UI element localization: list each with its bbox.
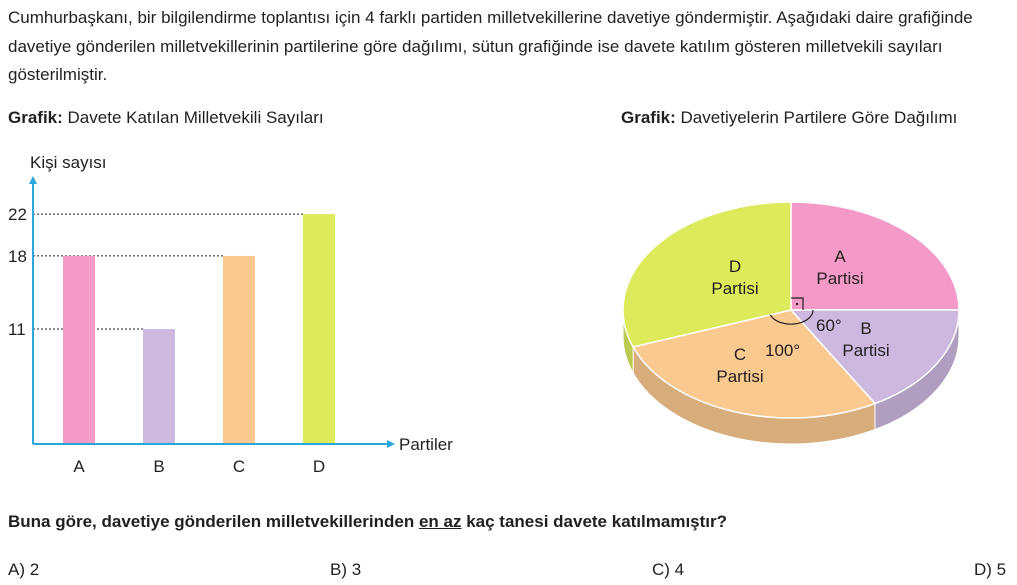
option-d[interactable]: D) 5 [974, 560, 1007, 579]
pie-label-b-word: Partisi [842, 341, 890, 360]
y-tick-label-11: 11 [8, 320, 26, 340]
y-axis-title: Kişi sayısı [30, 153, 107, 172]
y-tick-label-22: 22 [8, 205, 27, 225]
option-c[interactable]: C) 4 [652, 560, 685, 579]
question-part2: kaç tanesi davete katılmamıştır? [461, 512, 728, 531]
pie-chart-title-prefix: Grafik: [621, 108, 676, 127]
pie-label-c-word: Partisi [716, 367, 764, 386]
pie-label-c-letter: C [733, 345, 747, 364]
option-b[interactable]: B) 3 [330, 560, 362, 579]
x-axis-title: Partiler [399, 435, 453, 454]
pie-label-a-word: Partisi [816, 269, 864, 288]
x-tick-label-d: D [312, 457, 326, 476]
pie-label-a-letter: A [834, 247, 846, 266]
pie-label-d-word: Partisi [711, 279, 759, 298]
angle-label-100: 100° [765, 341, 801, 360]
question-underlined: en az [418, 512, 462, 531]
pie-chart-title-text: Davetiyelerin Partilere Göre Dağılımı [680, 108, 958, 127]
angle-label-60: 60° [816, 316, 842, 335]
intro-text: Cumhurbaşkanı, bir bilgilendirme toplantısı için 4 farklı partiden milletvekillerine davetiye göndermiştir. Aşağıdaki daire grafiğinde davetiye gönderilen milletvekillerinin partilerine göre dağılımı, sütun grafiğinde ise davete katılım gösteren milletvekili sayıları gösterilmiştir. [8, 8, 973, 84]
pie-label-d-letter: D [728, 257, 742, 276]
question-text [8, 512, 727, 532]
right-angle-dot [796, 303, 798, 305]
question-part1: Buna göre, davetiye gönderilen milletvekillerinden [8, 512, 419, 531]
x-tick-label-b: B [153, 457, 165, 476]
pie-label-b-letter: B [860, 319, 872, 338]
bar-chart-title-prefix: Grafik: [8, 108, 63, 127]
x-tick-label-a: A [73, 457, 85, 476]
bar-chart-title-text: Davete Katılan Milletvekili Sayıları [67, 108, 324, 127]
y-tick-label-18: 18 [8, 246, 27, 266]
pie-slice-a [791, 202, 959, 310]
option-a[interactable]: A) 2 [8, 560, 40, 579]
x-tick-label-c: C [232, 457, 246, 476]
